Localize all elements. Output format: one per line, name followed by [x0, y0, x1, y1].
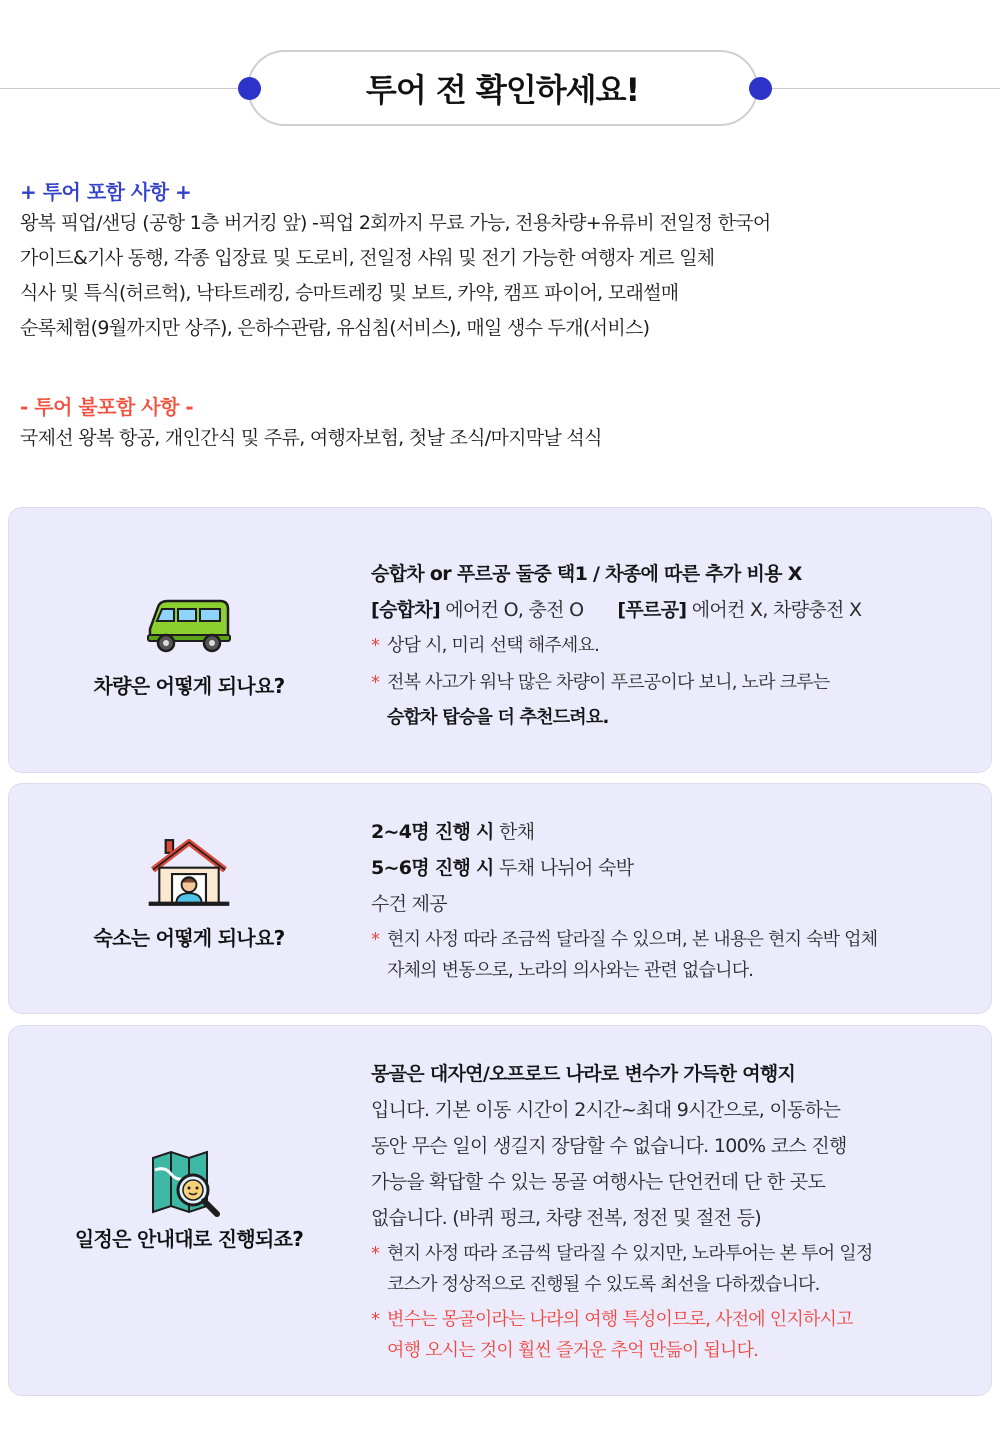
answer-line: 없습니다. (바퀴 펑크, 차량 전복, 정전 및 절전 등) — [371, 1207, 761, 1229]
answer-bold: 5~6명 진행 시 — [371, 857, 494, 879]
asterisk-icon: * — [371, 1243, 380, 1264]
asterisk-icon: * — [371, 929, 380, 950]
option-label: [승합차] — [371, 599, 440, 621]
note — [371, 924, 981, 986]
note-text: 여행 오시는 것이 훨씬 즐거운 추억 만듦이 됩니다. — [387, 1340, 759, 1361]
note-text: 자체의 변동으로, 노라의 의사와는 관련 없습니다. — [387, 960, 754, 981]
note — [371, 667, 981, 733]
faq-answer-block — [371, 814, 981, 986]
answer-line: 승합차 or 푸르공 둘중 택1 / 차종에 따른 추가 비용 X — [371, 563, 802, 585]
faq-card-vehicle — [8, 507, 992, 773]
answer-text: 두채 나뉘어 숙박 — [493, 857, 634, 879]
option-label: [푸르공] — [617, 599, 687, 621]
faq-question: 일정은 안내대로 진행되죠? — [74, 1227, 304, 1251]
answer-text: 한채 — [493, 821, 535, 843]
faq-question-block — [9, 508, 369, 772]
faq-question: 차량은 어떻게 되나요? — [93, 674, 285, 698]
included-heading: + 투어 포함 사항 + — [20, 180, 192, 204]
included-line: 식사 및 특식(허르헉), 낙타트레킹, 승마트레킹 및 보트, 카약, 캠프 파이어, 모래썰매 — [20, 282, 679, 304]
asterisk-icon: * — [371, 672, 380, 693]
answer-line: 입니다. 기본 이동 시간이 2시간~최대 9시간으로, 이동하는 — [371, 1099, 841, 1121]
asterisk-icon: * — [371, 635, 380, 656]
included-line: 순록체험(9월까지만 상주), 은하수관람, 유심침(서비스), 매일 생수 두개(서비스) — [20, 317, 650, 339]
note-text: 변수는 몽골이라는 나라의 여행 특성이므로, 사전에 인지하시고 — [387, 1309, 853, 1330]
answer-line — [371, 850, 981, 886]
banner-title: 투어 전 확인하세요! — [247, 50, 758, 126]
note-text: 현지 사정 따라 조금씩 달라질 수 있지만, 노라투어는 본 투어 일정 — [387, 1243, 873, 1264]
faq-card-lodging — [8, 783, 992, 1014]
answer-line — [371, 592, 981, 628]
answer-line: 몽골은 대자연/오프로드 나라로 변수가 가득한 여행지 — [371, 1063, 796, 1085]
note-text-bold: 승합차 탑승을 더 추천드려요. — [387, 707, 609, 728]
answer-line: 수건 제공 — [371, 893, 447, 915]
faq-question-block — [9, 1026, 369, 1395]
included-section — [20, 178, 980, 346]
excluded-heading: - 투어 불포함 사항 - — [20, 395, 194, 419]
option-text: 에어컨 X, 차량충전 X — [686, 599, 862, 621]
faq-card-schedule — [8, 1025, 992, 1396]
faq-answer-block — [371, 556, 981, 733]
note — [371, 1238, 981, 1300]
note-text: 코스가 정상적으로 진행될 수 있도록 최선을 다하겠습니다. — [387, 1274, 820, 1295]
answer-bold: 2~4명 진행 시 — [371, 821, 494, 843]
banner-dot-right — [749, 77, 772, 100]
excluded-section — [20, 393, 980, 456]
note-warning — [371, 1304, 981, 1366]
answer-line: 동안 무슨 일이 생길지 장담할 수 없습니다. 100% 코스 진행 — [371, 1135, 847, 1157]
house-person-icon — [144, 838, 234, 908]
excluded-line: 국제선 왕복 항공, 개인간식 및 주류, 여행자보험, 첫날 조식/마지막날 석식 — [20, 427, 602, 449]
option-text: 에어컨 O, 충전 O — [439, 599, 584, 621]
asterisk-icon: * — [371, 1309, 380, 1330]
answer-line — [371, 814, 981, 850]
included-line: 왕복 픽업/샌딩 (공항 1층 버거킹 앞) -픽업 2회까지 무료 가능, 전용차량+유류비 전일정 한국어 — [20, 212, 771, 234]
faq-answer-block — [371, 1056, 981, 1366]
note-text: 현지 사정 따라 조금씩 달라질 수 있으며, 본 내용은 현지 숙박 업체 — [387, 929, 878, 950]
answer-line: 가능을 확답할 수 있는 몽골 여행사는 단언컨데 단 한 곳도 — [371, 1171, 826, 1193]
note — [371, 630, 981, 661]
header-banner — [0, 0, 1000, 140]
note-text: 전복 사고가 워낙 많은 차량이 푸르공이다 보니, 노라 크루는 — [387, 672, 830, 693]
map-search-icon — [144, 1148, 234, 1218]
faq-question: 숙소는 어떻게 되나요? — [93, 926, 285, 950]
banner-dot-left — [238, 77, 261, 100]
van-icon — [144, 592, 234, 662]
faq-question-block — [9, 784, 369, 1013]
note-text: 상담 시, 미리 선택 해주세요. — [387, 635, 599, 656]
included-line: 가이드&기사 동행, 각종 입장료 및 도로비, 전일정 샤워 및 전기 가능한 여행자 게르 일체 — [20, 247, 715, 269]
